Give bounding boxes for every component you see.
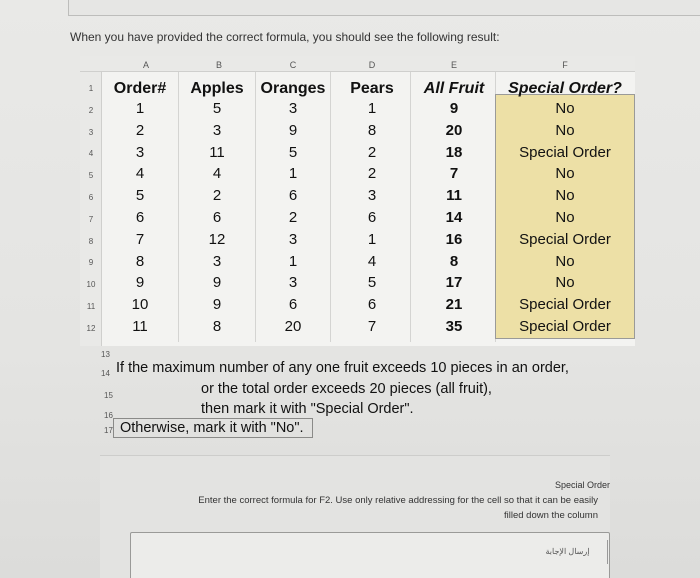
cell-special-order: Special Order — [519, 143, 611, 161]
cell-oranges: 20 — [284, 318, 302, 335]
cell-apples: 9 — [212, 274, 222, 292]
column-header-all-fruit: All Fruit — [423, 80, 485, 97]
cell-pears: 7 — [367, 318, 377, 335]
cell-oranges: 3 — [288, 230, 298, 248]
cell-apples: 4 — [212, 165, 222, 183]
cell-special-order: No — [555, 209, 575, 226]
row-number: 2 — [88, 105, 94, 115]
column-header-pears: Pears — [350, 80, 394, 97]
intro-text: When you have provided the correct formula, you should see the following result: — [70, 30, 500, 44]
cell-all-fruit: 20 — [445, 121, 463, 139]
cell-oranges: 5 — [288, 143, 298, 161]
cell-special-order: Special Order — [519, 230, 611, 248]
cell-all-fruit: 8 — [449, 252, 459, 270]
row-number: 9 — [88, 258, 94, 268]
row-number: 14 — [101, 369, 110, 378]
cell-all-fruit: 7 — [449, 165, 459, 183]
cell-all-fruit: 16 — [445, 230, 463, 248]
cell-order-number: 10 — [131, 296, 149, 314]
cell-order-number: 1 — [135, 100, 145, 117]
cell-order-number: 3 — [135, 143, 145, 161]
rule-line-4: Otherwise, mark it with "No". — [120, 420, 304, 436]
gridline — [410, 72, 411, 342]
cell-oranges: 9 — [288, 121, 298, 139]
cell-all-fruit: 18 — [445, 143, 463, 161]
cell-order-number: 2 — [135, 121, 145, 139]
row-number: 16 — [104, 411, 113, 420]
row-number: 8 — [88, 236, 94, 246]
cell-apples: 6 — [212, 209, 222, 226]
column-letter-a: A — [142, 60, 149, 70]
cell-order-number: 7 — [135, 230, 145, 248]
cell-order-number: 5 — [135, 187, 145, 205]
cell-special-order: Special Order — [519, 318, 611, 335]
cell-pears: 3 — [367, 187, 377, 205]
cell-all-fruit: 35 — [445, 318, 463, 335]
question-text — [128, 493, 598, 523]
cell-special-order: No — [555, 252, 575, 270]
cell-all-fruit: 21 — [445, 296, 463, 314]
question-title: Special Order — [554, 480, 610, 490]
row-number: 6 — [88, 193, 94, 202]
spreadsheet-image — [80, 56, 635, 346]
rule-line-1: If the maximum number of any one fruit exceeds 10 pieces in an order, — [116, 360, 569, 376]
cell-oranges: 2 — [288, 209, 298, 226]
row-number: 11 — [86, 302, 96, 311]
column-header-special-order: Special Order? — [508, 80, 622, 97]
cell-pears: 4 — [367, 252, 377, 270]
cell-apples: 12 — [208, 230, 226, 248]
cell-pears: 6 — [367, 209, 377, 226]
row-number: 15 — [104, 391, 113, 400]
top-border — [68, 0, 700, 16]
row-number: 10 — [86, 280, 96, 290]
column-header-apples: Apples — [190, 80, 244, 97]
cell-pears: 2 — [367, 143, 377, 161]
column-letter-f: F — [562, 60, 568, 70]
cell-oranges: 6 — [288, 187, 298, 205]
cell-apples: 9 — [212, 296, 222, 314]
column-header-oranges: Oranges — [260, 80, 326, 97]
row-number: 7 — [88, 214, 94, 224]
cell-oranges: 3 — [288, 100, 298, 117]
cell-special-order: No — [555, 100, 575, 117]
cell-apples: 3 — [212, 252, 222, 270]
row-number: 12 — [86, 323, 96, 333]
row-number: 17 — [104, 426, 113, 435]
cell-special-order: No — [555, 274, 575, 292]
column-header-row — [80, 56, 635, 72]
cell-oranges: 6 — [288, 296, 298, 314]
cell-all-fruit: 11 — [446, 187, 462, 205]
cell-oranges: 1 — [288, 165, 298, 183]
cell-special-order: No — [555, 121, 575, 139]
cell-all-fruit: 14 — [445, 209, 463, 226]
cell-all-fruit: 17 — [445, 274, 463, 292]
cell-order-number: 8 — [135, 252, 145, 270]
column-letter-e: E — [450, 60, 457, 70]
row-number: 13 — [101, 350, 110, 359]
cell-apples: 5 — [212, 100, 222, 117]
cell-order-number: 6 — [135, 209, 145, 226]
row-number: 3 — [88, 127, 94, 137]
cell-apples: 2 — [212, 187, 222, 205]
cell-pears: 2 — [367, 165, 377, 183]
cell-special-order: Special Order — [519, 296, 611, 314]
cell-pears: 6 — [367, 296, 377, 314]
cell-apples: 3 — [212, 121, 222, 139]
column-header-order-number: Order# — [113, 80, 167, 97]
cell-apples: 8 — [212, 318, 222, 335]
cell-apples: 11 — [209, 143, 225, 161]
cell-oranges: 1 — [288, 252, 298, 270]
cell-special-order: No — [555, 165, 575, 183]
row-number: 4 — [88, 149, 94, 159]
rule-line-3: then mark it with "Special Order". — [201, 401, 414, 417]
cell-pears: 1 — [367, 230, 377, 248]
row-number: 1 — [88, 84, 94, 93]
row-number: 5 — [88, 171, 94, 181]
cell-order-number: 11 — [132, 318, 148, 335]
cell-special-order: No — [555, 187, 575, 205]
cell-pears: 1 — [367, 100, 377, 117]
column-letter-d: D — [368, 60, 376, 70]
cell-oranges: 3 — [288, 274, 298, 292]
column-letter-c: C — [289, 60, 297, 70]
cell-order-number: 4 — [135, 165, 145, 183]
cell-order-number: 9 — [135, 274, 145, 292]
submit-answer-button[interactable]: إرسال الإجابة — [528, 540, 608, 564]
question-text-line-1: Enter the correct formula for F2. Use only relative addressing for the cell so that it can be easily — [198, 495, 598, 506]
rule-line-2: or the total order exceeds 20 pieces (all fruit), — [201, 381, 492, 397]
gridline — [178, 72, 179, 342]
cell-pears: 5 — [367, 274, 377, 292]
column-letter-b: B — [215, 60, 222, 70]
cell-all-fruit: 9 — [449, 100, 459, 117]
question-text-line-2: filled down the column — [504, 510, 598, 521]
cell-pears: 8 — [367, 121, 377, 139]
